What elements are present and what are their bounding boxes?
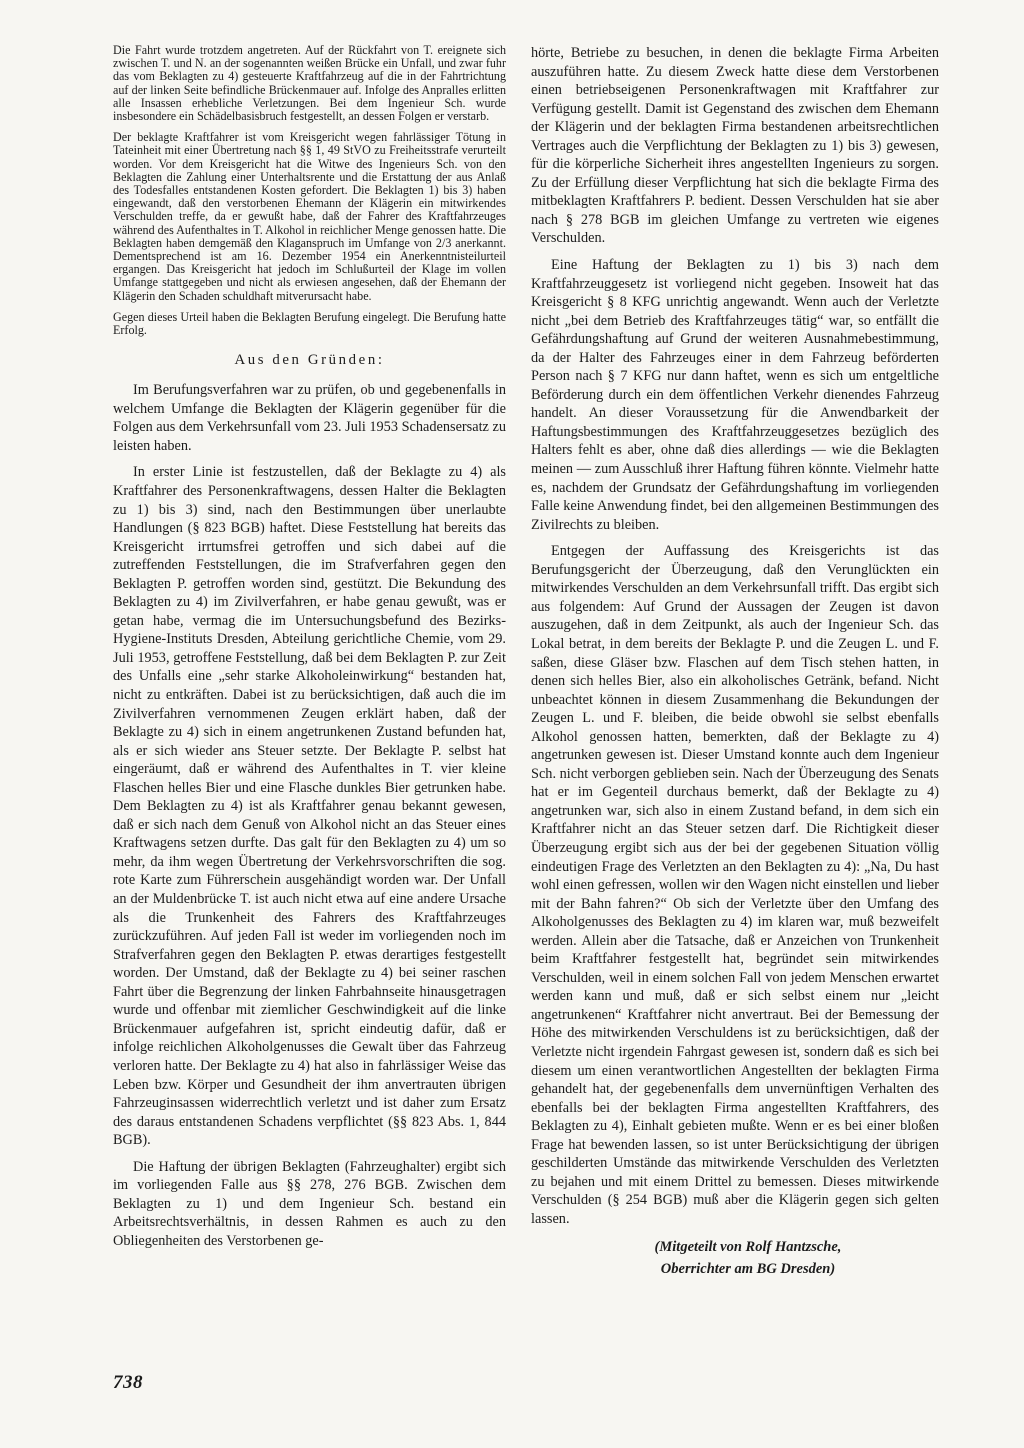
body-paragraph-1: Im Berufungsverfahren war zu prüfen, ob und gegebenenfalls in welchem Umfange die Beklagten der Klägerin gegenüber für die Folgen aus dem Verkehrsunfall vom 23. Juli 1953 Schadensersatz zu leisten haben.	[113, 382, 506, 454]
body-paragraph-4: hörte, Betriebe zu besuchen, in denen die beklagte Firma Arbeiten auszuführen hatte. Zu diesem Zweck hatte diese dem Verstorbenen einen betriebseigenen Personenkraftwagen mit Kraftfahrer zur Verfügung gestellt. Damit ist Gegenstand des zwischen dem Ehemann der Klägerin und der beklagten Firma bestandenen arbeitsrechtlichen Vertrages auch die Verpflichtung der Beklagten zu 1) bis 3) gewesen, für die körperliche Sicherheit ihres angestellten Ingenieurs zu sorgen. Zu der Erfüllung dieser Verpflichtung hat sich die beklagte Firma des mitbeklagten Kraftfahrers P. bedient. Dessen Verschulden hat sie aber nach § 278 BGB im gleichen Umfange zu vertreten wie eigenes Verschulden.	[531, 45, 939, 247]
body-paragraph-3: Die Haftung der übrigen Beklagten (Fahrzeughalter) ergibt sich im vorliegenden Falle aus §§ 278, 276 BGB. Zwischen dem Beklagten zu 1) und dem Ingenieur Sch. bestand ein Arbeitsrechtsverhältnis, in dessen Rahmen es auch zu den Obliegenheiten des Verstorbenen ge-	[113, 1158, 506, 1249]
body-paragraph-5: Eine Haftung der Beklagten zu 1) bis 3) nach dem Kraftfahrzeuggesetz ist vorliegend nicht gegeben. Insoweit hat das Kreisgericht § 8 KFG unrichtig angewandt. Wenn auch der Verletzte nicht „bei dem Betrieb des Kraftfahrzeuges tätig“ war, so entfällt die Gefährdungshaftung auf Grund der weiteren Ausnahmebestimmung, da der Halter des Fahrzeuges einer in dem Fahrzeug beförderten Person nach § 7 KFG nur dann haftet, wenn es sich um entgeltliche Beförderung durch ein dem öffentlichen Verkehr dienendes Fahrzeug handelt. An dieser Voraussetzung für die Anwendbarkeit der Haftungsbestimmungen des Kraftfahrzeuggesetzes bezüglich des Halters fehlt es aber, ohne daß dies allerdings — wie die Beklagten meinen — zum Ausschluß ihrer Haftung führen könnte. Vielmehr hatte es, nachdem der Grundsatz der Gefährdungshaftung im vorliegenden Falle keine Anwendung findet, bei den allgemeinen Bestimmungen des Zivilrechts zu bleiben.	[531, 257, 939, 533]
facts-paragraph-1: Die Fahrt wurde trotzdem angetreten. Auf der Rückfahrt von T. ereignete sich zwischen T. und N. an der sogenannten weißen Brücke ein Unfall, und zwar fuhr das vom Beklagten zu 4) gesteuerte Kraftfahrzeug auf die in der Fahrtrichtung auf der linken Seite befindliche Brückenmauer auf. Infolge des Anpralles erlitten alle Insassen erhebliche Verletzungen. Bei dem Ingenieur Sch. wurde insbesondere ein Schädelbasisbruch festgestellt, an dessen Folgen er verstarb.	[113, 43, 506, 124]
left-column	[113, 44, 506, 1258]
body-paragraph-2: In erster Linie ist festzustellen, daß der Beklagte zu 4) als Kraftfahrer des Personenkraftwagens, dessen Halter die Beklagten zu 1) bis 3) sind, nach den Bestimmungen über unerlaubte Handlungen (§ 823 BGB) haftet. Diese Feststellung hat bereits das Kreisgericht irrtumsfrei getroffen und sich dabei auf die zutreffenden Feststellungen, die im Strafverfahren gegen den Beklagten P. getroffen worden sind, gestützt. Die Bekundung des Beklagten zu 4) im Zivilverfahren, er habe genau gewußt, was er getan habe, vermag die im Untersuchungsbefund des Bezirks-Hygiene-Instituts Dresden, Abteilung gerichtliche Chemie, vom 29. Juli 1953, getroffene Feststellung, daß bei dem Beklagten P. zur Zeit des Unfalls eine „sehr starke Alkoholeinwirkung“ bestanden hat, nicht zu entkräften. Dabei ist zu berücksichtigen, daß auch die im Zivilverfahren vernommenen Zeugen erklärt haben, daß der Beklagte zu 4) sich in einem angetrunkenen Zustand befunden hat, als er sich wieder ans Steuer setzte. Der Beklagte P. selbst hat eingeräumt, daß er während des Aufenthaltes in T. vier kleine Flaschen helles Bier und eine Flasche dunkles Bier getrunken habe. Dem Beklagten zu 4) ist als Kraftfahrer genau bekannt gewesen, daß er sich nach dem Genuß von Alkohol nicht an das Steuer eines Kraftwagens setzen durfte. Das galt für den Beklagten zu 4) um so mehr, da ihm wegen Übertretung der Verkehrsvorschriften die sog. rote Karte zum Führerschein ausgehändigt worden war. Der Unfall an der Muldenbrücke T. ist auch nicht etwa auf eine andere Ursache als die Trunkenheit des Fahrers des Kraftfahrzeuges zurückzuführen. Auf jeden Fall ist weder im vorliegenden noch im Strafverfahren gegen den Beklagten P. etwas derartiges festgestellt worden. Der Umstand, daß der Beklagte zu 4) bei seiner raschen Fahrt über die Begrenzung der linken Fahrbahnseite hinausgetragen wurde und offenbar mit ziemlicher Geschwindigkeit auf die linke Brückenmauer aufgefahren ist, spricht eindeutig dafür, daß er infolge reichlichen Alkoholgenusses die Gewalt über das Fahrzeug verloren hatte. Der Beklagte zu 4) hat also in fahrlässiger Weise das Leben bzw. Körper und Gesundheit der ihm anvertrauten übrigen Fahrzeuginsassen widerrechtlich verletzt und ist daher zum Ersatz des daraus entstandenen Schadens verpflichtet (§§ 823 Abs. 1, 844 BGB).	[113, 464, 506, 1149]
body-paragraph-6: Entgegen der Auffassung des Kreisgerichts ist das Berufungsgericht der Überzeugung, daß den Verunglückten ein mitwirkendes Verschulden an dem Verkehrsunfall trifft. Das ergibt sich aus folgendem: Auf Grund der Aussagen der Zeugen ist davon auszugehen, daß in dem Zeitpunkt, als auch der Ingenieur Sch. das Lokal betrat, in dem bereits der Beklagte P. und die Zeugen L. und F. saßen, diese Gläser bzw. Flaschen auf dem Tisch stehen hatten, in denen sich helles Bier, also ein alkoholisches Getränk, befand. Nicht unbeachtet können in diesem Zusammenhang die Bekundungen der Zeugen L. und F. bleiben, die beide obwohl sie selbst ebenfalls Alkohol genossen hatten, bemerkten, daß der Beklagte zu 4) angetrunken gewesen ist. Dieser Umstand konnte auch dem Ingenieur Sch. nicht verborgen geblieben sein. Nach der Überzeugung des Senats hat er im Gegenteil durchaus bemerkt, daß der Beklagte zu 4) angetrunken war, sich also in einem Zustand befand, in dem sich ein Kraftfahrer nicht an das Steuer setzen darf. Die Richtigkeit dieser Überzeugung ergibt sich aus der bei der gegebenen Situation völlig eindeutigen Frage des Verletzten an den Beklagten zu 4): „Na, Du hast wohl einen gefressen, wollen wir den Wagen nicht einstellen und lieber mit der Bahn fahren?“ Ob sich der Verletzte über den Umfang des Alkoholgenusses des Beklagten zu 4) im klaren war, muß bezweifelt werden. Allein aber die Tatsache, daß er Anzeichen von Trunkenheit beim Kraftfahrer festgestellt hat, begründet sein mitwirkendes Verschulden, weil in einem solchen Fall von jedem Menschen erwartet werden kann und muß, daß er sich selbst einem nur „leicht angetrunkenen“ Kraftfahrer nicht anvertraut. Bei der Bemessung der Höhe des mitwirkenden Verschuldens ist zu berücksichtigen, daß der Verletzte nicht irgendein Fahrgast gewesen ist, sondern daß es sich bei diesem um einen verantwortlichen Angestellten der beklagten Firma gehandelt hat, der gegebenenfalls dem unvernünftigen Verhalten des ebenfalls bei der beklagten Firma angestellten Kraftfahrers, des Beklagten zu 4), Einhalt gebieten mußte. Wenn er es bei einer bloßen Frage hat bewenden lassen, so ist unter Berücksichtigung der übrigen geschilderten Umstände das mitwirkende Verschulden des Verletzten zu bejahen und mit einem Drittel zu bemessen. Dieses mitwirkende Verschulden (§ 254 BGB) muß aber die Klägerin gegen sich gelten lassen.	[531, 543, 939, 1227]
right-body	[531, 44, 939, 1228]
attribution-line-2: Oberrichter am BG Dresden)	[660, 1261, 836, 1278]
right-column	[531, 44, 939, 1280]
left-body	[113, 381, 506, 1250]
case-facts	[113, 44, 506, 337]
facts-paragraph-2: Der beklagte Kraftfahrer ist vom Kreisgericht wegen fahrlässiger Tötung in Tateinheit mit einer Übertretung nach §§ 1, 49 StVO zu Freiheitsstrafe verurteilt worden. Vor dem Kreisgericht hat die Witwe des Ingenieurs Sch. von den Beklagten die Zahlung einer Unterhaltsrente und die Erstattung der aus Anlaß des Todesfalles entstandenen Kosten gefordert. Die Beklagten 1) bis 3) haben eingewandt, daß den verstorbenen Ehemann der Klägerin ein mitwirkendes Verschulden treffe, da er gewußt habe, daß der Fahrer des Kraftfahrzeuges während des Aufenthaltes in T. Alkohol in reichlicher Menge genossen hatte. Die Beklagten haben demgemäß den Klaganspruch im Umfange von 2/3 anerkannt. Dementsprechend ist am 16. Dezember 1954 ein Anerkenntnisteilurteil ergangen. Das Kreisgericht hat jedoch im Schlußurteil der Klage im vollen Umfange stattgegeben und nicht als erwiesen angesehen, daß der Ehemann der Klägerin den Schaden schuldhaft mitverursacht habe.	[113, 130, 506, 303]
facts-paragraph-3: Gegen dieses Urteil haben die Beklagten Berufung eingelegt. Die Berufung hatte Erfolg.	[113, 309, 506, 338]
attribution	[531, 1236, 939, 1280]
page-number: 738	[113, 1372, 143, 1393]
section-heading: Aus den Gründen:	[234, 352, 385, 369]
attribution-line-1: (Mitgeteilt von Rolf Hantzsche,	[654, 1239, 842, 1256]
